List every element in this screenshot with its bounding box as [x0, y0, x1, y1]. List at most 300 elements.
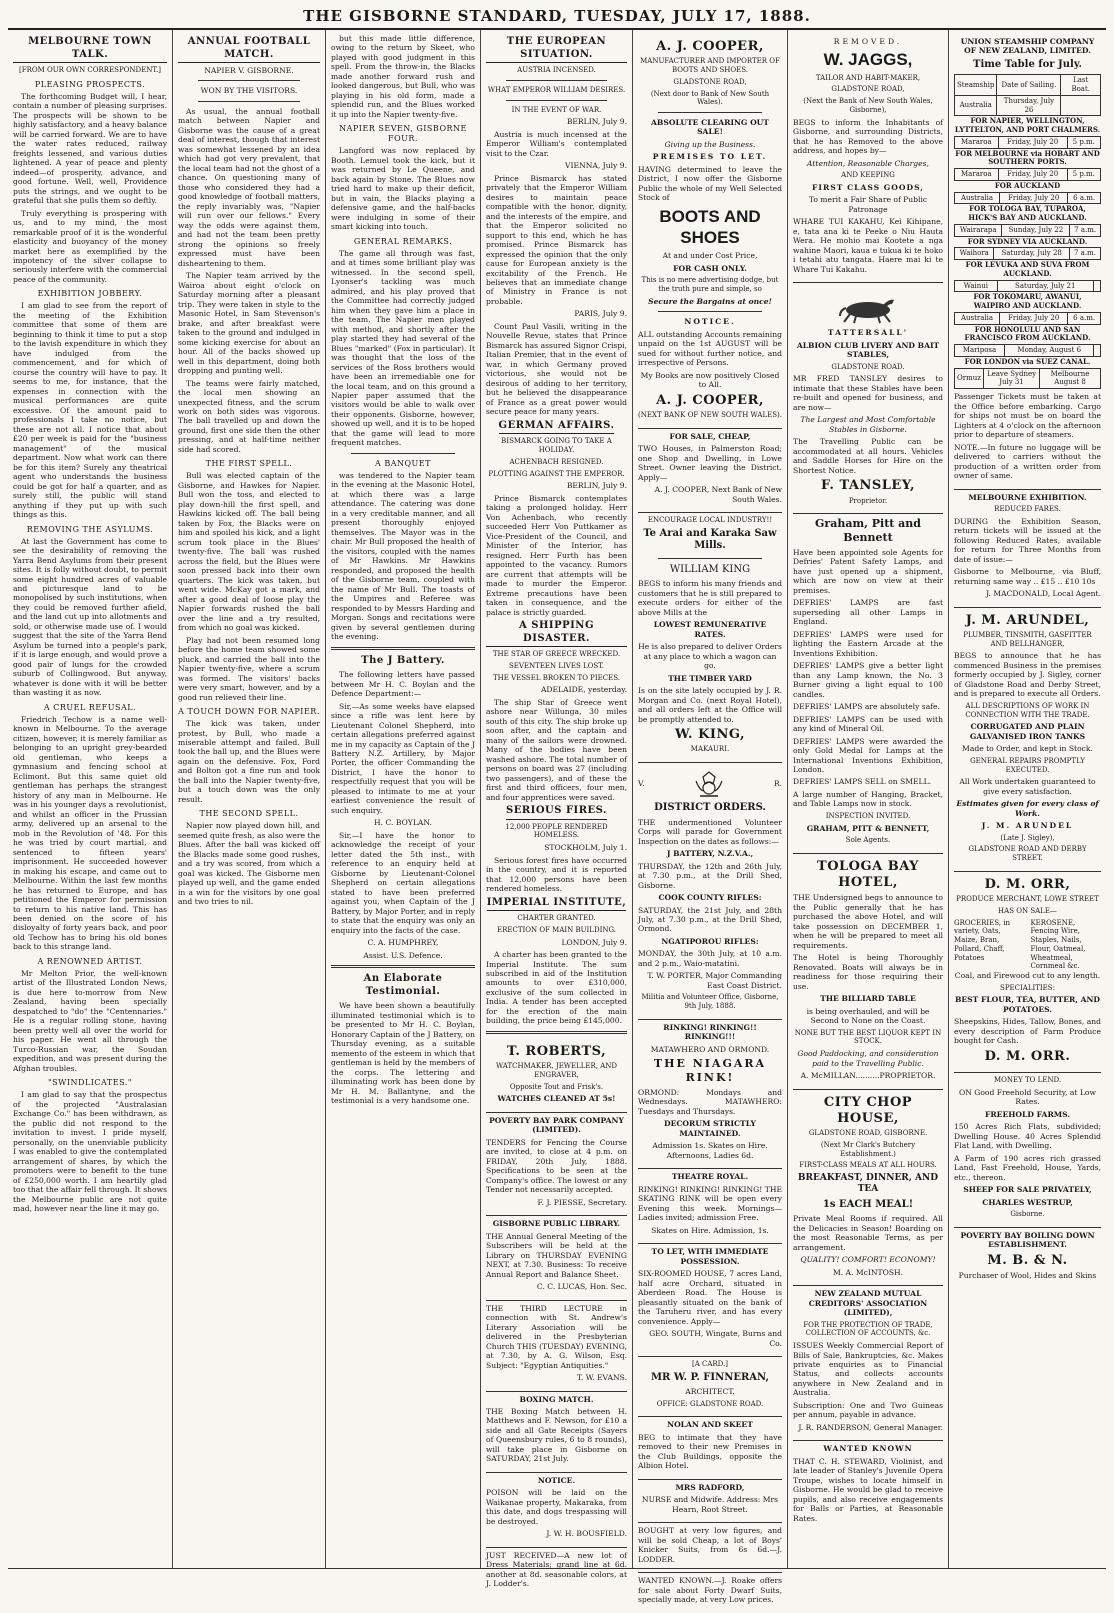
- paragraph: Austria is much incensed at the Emperor William's contemplated visit to the Czar.: [486, 129, 627, 158]
- ad-body: Subscription: One and Two Guineas per annum, payable in advance.: [793, 1400, 943, 1420]
- section-heading: A BANQUET: [375, 458, 431, 468]
- timetable-cell: Friday, July 20: [998, 169, 1067, 181]
- ad-body: SATURDAY, the 21st July, and 28th July, at 7.30 p.m., at the Drill Shed, Ormond.: [638, 905, 782, 934]
- advertisement-lecture: [486, 1301, 627, 1392]
- timetable-destination: FOR TOKOMARU, AWANUI, WAIPIRO AND AUCKLAND.: [973, 292, 1082, 311]
- column-football-match: [173, 30, 326, 1568]
- article-title: The J Battery.: [361, 654, 445, 666]
- timetable-cell: Last Boat.: [1061, 75, 1101, 96]
- advertiser-trade: PRODUCE MERCHANT, LOWE STREET: [956, 895, 1099, 904]
- dateline: BERLIN, July 9.: [566, 481, 627, 491]
- ad-subhead: MATAWHERO AND ORMOND.: [650, 1044, 770, 1054]
- paragraph: Prince Bismarck contemplates taking a prolonged holiday. Herr Von Achenbach, who recently succeeded Herr Von Puttkamer as Vice-President of the Council, and Minister of the Interior, has resigned. Herr Furth has been appointed to the vacancy. Rumors are current that attempts will be made to murder the Emperor. Extreme precautions have been taken in consequence, and the palace is strictly guarded.: [486, 493, 627, 617]
- advertiser-name: D. M. ORR,: [984, 876, 1071, 892]
- advertiser-name: Graham, Pitt and Bennett: [815, 517, 921, 545]
- signature: C. A. HUMPHREY,: [367, 938, 439, 948]
- ad-title: NOTICE.: [684, 317, 736, 327]
- timetable: [954, 74, 1101, 116]
- ad-body: Skates on Hire. Admission, 1s.: [651, 1225, 769, 1235]
- divider: [198, 101, 300, 102]
- timetable-cell: Melbourne August 8: [1040, 368, 1101, 389]
- ad-body: ORMOND: Mondays and Wednesdays. MATAWHERO: Tuesdays and Thursdays.: [638, 1087, 782, 1116]
- ad-signature: F. J. PIESSE, Secretary.: [537, 1197, 627, 1207]
- paragraph: I am glad to see from the report of the meeting of the Exhibition committee that some of them are beginning to think it time to put a stop to the lavish expenditure in which they have indulged from the commencement, and for which of course the country will have to pay. It seems to me, for instance, that the expenses in connection with the musical performances are quite excessive. Of the amount paid to professionals I take no notice, but these are not all. I notice that about £20 per week is paid for the "business management" of the musical department. Now what work can there be for this item? Surely any theatrical agent who understands the business could be got for half a quarter, and as surely still, the public will stand anything if they put up with such things as this.: [13, 301, 167, 520]
- ad-body: To merit a Fair Share of Public Patronage: [808, 195, 928, 214]
- paragraph: As usual, the annual football match between Napier and Gisborne was the cause of a great deal of interest, though that interest was somewhat lessened by an idea which had got very prevalent, that the local team had not the ghost of a chance. On questioning many of those who considered they had a good knowledge of football matters, the reply invariably was, "Napier will run over our fellows." Every way the odds were against them, and had not the team been pretty strong the opinions so freely expressed must have been disheartening to them.: [178, 106, 320, 268]
- ad-subhead: J BATTERY, N.Z.V.A.,: [666, 849, 754, 859]
- dateline: ADELAIDE, yesterday.: [540, 685, 627, 695]
- ad-headline: ENCOURAGE LOCAL INDUSTRY!!: [647, 516, 773, 525]
- ad-title: DISTRICT ORDERS.: [654, 802, 766, 814]
- ad-body: BEGS to inform his many friends and customers that he is still prepared to execute orders for either of the above Mills at the: [638, 579, 782, 617]
- paragraph: Serious forest fires have occurred in the country, and it is reported that 12,000 persons have been rendered homeless.: [486, 855, 627, 894]
- ad-subhead: HAS ON SALE—: [998, 906, 1057, 915]
- advertiser-name: POVERTY BAY BOILING DOWN ESTABLISHMENT.: [960, 1230, 1095, 1250]
- timetable-cell: 7 a.m.: [1070, 224, 1101, 236]
- timetable-cell: Australia: [955, 95, 997, 116]
- columns: [8, 30, 1106, 1605]
- advertiser-name: F. TANSLEY,: [821, 478, 915, 494]
- advertisement-city-chop-house: [793, 1090, 943, 1286]
- ad-headline: Secure the Bargains at once!: [648, 296, 772, 306]
- paragraph: The forthcoming Budget will, I hear, contain a number of pleasing surprises. The prospects will be shown to be highly satisfactory, and a heavy balance will be carried forward. We are to have the water rates reduced, railway freights lessened, and various duties lightened. A year of peace and plenty indeed—of prosperity, advance, and good fortune. Well, well, Providence puts the strings, and we ought to be grateful that she pulls them so deftly.: [13, 91, 167, 206]
- timetable-destination: FOR MELBOURNE via HOBART AND SOUTHERN PORTS.: [955, 148, 1100, 167]
- section-heading: NAPIER SEVEN, GISBORNE FOUR.: [339, 124, 467, 144]
- advertiser-address: GLADSTONE ROAD.: [831, 362, 905, 371]
- section-heading: "SWINDLICATES.": [48, 1078, 132, 1088]
- advertiser-address: Opposite Tout and Frisk's.: [509, 1082, 604, 1091]
- ad-headline: WATCHES CLEANED AT 5s!: [497, 1094, 616, 1104]
- timetable: [954, 224, 1101, 237]
- ad-body: Private Meal Rooms if required. All the Delicacies in Season! Boarding on the most Reasonable Terms, as per arrangement.: [793, 1214, 943, 1252]
- article-title: THE EUROPEAN SITUATION.: [486, 36, 627, 63]
- advertiser-note: (Next Mr Clark's Butchery Establishment.): [820, 1140, 916, 1158]
- ad-body: At and under Cost Price,: [662, 251, 758, 261]
- paragraph: Truly everything is prospering with us, and to my mind, the most remarkable proof of it is the wonderful elasticity and buoyancy of the money market here as exemplified by the impotency of the silver collapse to seriously interfere with the commercial peace of the community.: [13, 208, 167, 284]
- ad-title: RINKING! RINKING!! RINKING!!!: [663, 1022, 757, 1042]
- horse-emblem-icon: [838, 290, 898, 324]
- advertisement-dress-materials: [486, 1548, 627, 1597]
- paragraph: was tendered to the Napier team in the evening at the Masonic Hotel, at which there was a large attendance. The catering was done in a very creditable manner, and all present thoroughly enjoyed themselves. The Mayor was in the chair. Mr Bull proposed the health of the visitors, coupled with the names of Mr Hawkins. Mr Hawkins responded, and proposed the health of the Gisborne team, coupled with the name of Mr Bull. The toasts of the Umpires and Referee was responded to by Messrs Harding and Morgan. Songs and recitations were given by several gentlemen during the evening.: [331, 470, 475, 642]
- article-title: SERIOUS FIRES.: [486, 805, 627, 820]
- ad-headline: 1s EACH MEAL!: [822, 1198, 914, 1210]
- timetable-cell: 6 a.m.: [1068, 192, 1101, 204]
- ad-headline: FREEHOLD FARMS.: [984, 1109, 1071, 1119]
- paragraph: The Napier team arrived by the Wairoa about eight o'clock on Saturday morning after a pleasant trip. They were taken in style to the Masonic Hotel, in Sam Stevenson's brake, and after breakfast were taken to the ground and indulged in some kicking exercise for about an hour. All of the backs showed up well in this department, doing both dropping and punting well.: [178, 271, 320, 376]
- timetable: [954, 312, 1101, 325]
- timetable-row: [955, 95, 1101, 116]
- ad-body: My Books are now positively Closed to All.: [640, 370, 780, 390]
- ad-body: BOUGHT at very low figures, and will be sold Cheap, a lot of Boys' Knicker Suits, from 6s 6d.—J. LODDER.: [638, 1526, 782, 1564]
- section-heading: GENERAL REMARKS.: [353, 236, 453, 246]
- ad-signature: GEO. SOUTH, Wingate, Burns and Co.: [649, 1329, 782, 1348]
- advertiser-note: (Next the Bank of New South Wales, Gisborne),: [803, 97, 933, 114]
- advertisement-steward: [793, 1441, 943, 1531]
- ad-body: NURSE and Midwife. Address: Mrs Hearn, Root Street.: [641, 1495, 779, 1514]
- timetable-cell: Leave Sydney July 31: [983, 368, 1039, 389]
- paragraph: The kick was taken, under protest, by Bull, who made a miserable attempt and failed. Bull took the ball up, and the Blues were again on the defensive. Fox, Ford and Bolton got a fine run and took the ball into the Napier twenty-five, but a touch down was the only result.: [178, 719, 320, 804]
- ad-body: All Work undertaken guaranteed to give every satisfaction.: [959, 777, 1096, 796]
- ad-headline: THE TIMBER YARD: [668, 673, 752, 683]
- advertisement-roake: [638, 1573, 782, 1612]
- timetable-row: [955, 136, 1101, 148]
- paragraph: Mr Melton Prior, the well-known artist of the Illustrated London News, is due here to-morrow from New Zealand, having been specially despatched to "do" the "Centennaries." He is a regular rolling stone, having been pretty well all over the world for his paper. He went all through the Turco-Russian war, the Soudan expedition, and was present during the Afghan troubles.: [13, 968, 167, 1073]
- advertiser-trade: ARCHITECT,: [685, 1387, 735, 1397]
- article-subtitle: IN THE EVENT OF WAR.: [511, 105, 602, 114]
- paragraph: Bull was elected captain of the Gisborne, and Hawkes for Napier. Bull won the toss, and elected to play down-hill the first spell, and Hawkins kicked off. The ball being taken by Fox, the Blacks were on him and spoiled his kick, and a light scrum took place in the Blues' twenty-five. The ball was rushed across the field, but the Blues were soon pressed back into their own quarters. The kick was taken, but went wide. McKay got a mark, and after a good deal of loose play the Napier forwards rushed the ball over the line and a try resulted, from which no goal was kicked.: [178, 471, 320, 633]
- timetable: [954, 192, 1101, 205]
- advertiser-trade: MANUFACTURER AND IMPORTER OF BOOTS AND SHOES.: [640, 57, 780, 74]
- ad-headline: PREMISES TO LET.: [652, 152, 768, 162]
- article-subtitle: 12,000 PEOPLE RENDERED HOMELESS.: [505, 822, 608, 840]
- ad-title: TO LET, WITH IMMEDIATE POSSESSION.: [651, 1247, 769, 1266]
- advertiser-name: CHARLES WESTRUP,: [982, 1197, 1073, 1207]
- ad-headline: BEST FLOUR, TEA, BUTTER, AND POTATOES.: [954, 995, 1101, 1014]
- goods-list-right: KEROSENE, Fencing Wire, Staples, Nails, Flour, Oatmeal, Wheatmeal, Cornmeal &c.: [1030, 918, 1086, 971]
- ad-headline: ALL DESCRIPTIONS OF WORK IN CONNECTION WITH THE TRADE.: [965, 701, 1090, 719]
- article-subtitle: NAPIER V. GISBORNE.: [204, 66, 294, 75]
- advertiser-name: D. M. ORR.: [984, 1048, 1071, 1064]
- advertisement-library: [486, 1216, 627, 1300]
- article-subtitle: WHAT EMPEROR WILLIAM DESIRES.: [487, 85, 626, 94]
- ad-headline: ABSOLUTE CLEARING OUT SALE!: [651, 118, 769, 137]
- advertiser-trade: FOR THE PROTECTION OF TRADE, COLLECTION OF ACCOUNTS, &c.: [803, 1320, 933, 1338]
- ad-body: THAT C. H. STEWARD, Violinist, and late leader of Stanley's Juvenile Opera Troupe, wishes to locate himself in Gisborne. He would be glad to receive pupils, and also receive engagements for Balls or Parties, at Reasonable Rates.: [793, 1456, 943, 1523]
- column-advertisements-b: [788, 30, 949, 1568]
- timetable-row: [955, 368, 1101, 389]
- ad-signature: T. W. PORTER, Major Commanding East Coast District.: [647, 971, 782, 990]
- ad-headline: GENERAL REPAIRS PROMPTLY EXECUTED.: [970, 756, 1085, 774]
- ad-body: The Hotel is being Thoroughly Renovated. Boats will always be in readiness for those requiring their use.: [793, 953, 943, 991]
- timetable-destination: FOR LEVUKA AND SUVA FROM AUCKLAND.: [965, 260, 1090, 278]
- advertiser-name: J. M. ARUNDEL,: [965, 612, 1090, 628]
- timetable-cell: Wainui: [955, 280, 998, 292]
- signature: H. C. BOYLAN.: [374, 818, 432, 828]
- dateline: VIENNA, July 9.: [565, 161, 627, 171]
- timetable-cell: Friday, July 20: [1000, 312, 1068, 324]
- advertiser-name: ALBION CLUB LIVERY AND BAIT STABLES,: [796, 340, 940, 360]
- timetable-cell: [1094, 345, 1101, 357]
- crest-letter-v: V.: [638, 779, 645, 789]
- ad-headline: REMOVED.: [833, 37, 903, 46]
- advertisement-defries-lamps: [793, 514, 943, 854]
- ad-body: MONDAY, the 30th July, at 10 a.m. and 2 p.m., Waio-matatini.: [638, 949, 782, 968]
- ad-body: RINKING! RINKING! RINKING! THE SKATING RINK will be open every Evening this week. Mornings—Ladies invited; admission Free.: [638, 1184, 782, 1223]
- advertisement-westrup: [954, 1073, 1101, 1228]
- ad-subhead: NGATIPOROU RIFLES:: [661, 936, 759, 946]
- ad-body: Admission 1s. Skates on Hire. Afternoons, Ladies 6d.: [652, 1141, 768, 1160]
- advertiser-name: CITY CHOP HOUSE,: [823, 1094, 913, 1126]
- dateline: LONDON, July 9.: [561, 937, 627, 947]
- timetable: [954, 247, 1101, 260]
- timetable-destination: FOR TOLOGA BAY, TUPAROA, HICK'S BAY AND AUCKLAND.: [968, 204, 1087, 223]
- ad-body: He is also prepared to deliver Orders at any place to which a wagon can go.: [638, 642, 782, 671]
- ad-signature: J. R. RANDERSON, General Manager.: [798, 1422, 943, 1432]
- ad-body: BEGS to inform the Inhabitants of Gisborne, and surrounding Districts, that he has Removed to the above address, and hopes by—: [793, 117, 943, 156]
- ad-signature: J. MACDONALD, Local Agent.: [986, 589, 1101, 599]
- advertisement-melbourne-exhibition: [954, 490, 1101, 608]
- divider: [486, 1031, 627, 1034]
- ad-body: WANTED KNOWN.—J. Roake offers for sale about Forty Dwarf Suits, specially made, at very Low prices.: [638, 1576, 782, 1605]
- advertiser-name: W. JAGGS,: [823, 50, 913, 70]
- ad-label: [A CARD.]: [691, 1359, 728, 1368]
- dateline: BERLIN, July 9.: [566, 117, 627, 127]
- ad-subhead: REDUCED FARES.: [994, 505, 1061, 514]
- advertiser-note: (Late J. Sigley),: [1000, 833, 1055, 842]
- ad-body: BEG to intimate that they have removed to their new Premises in the Club Buildings, opposite the Albion Hotel.: [638, 1432, 782, 1471]
- section-heading: A CRUEL REFUSAL.: [43, 702, 137, 712]
- timetable: [954, 136, 1101, 149]
- advertisement-poison-notice: [486, 1473, 627, 1548]
- paragraph: Sir,—I have the honor to acknowledge the receipt of your letter dated the 5th inst., with reference to an enquiry held at Gisborne by Lieutenant-Colonel Shepherd on certain allegations stated to have been preferred against you, when Captain of the J Battery, by Major Porter, and in reply to state that the enquiry was only an enquiry into the facts of the case.: [331, 830, 475, 935]
- ad-headline: FIRST-CLASS MEALS AT ALL HOURS.: [799, 1161, 937, 1170]
- paragraph: We have been shown a beautifully illuminated testimonial which is to be presented to Mr H. C. Boylan, Honorary Captain of the J Battery, on Thursday evening, as a suitable memento of the esteem in which that gentleman is held by the members of the corps. The lettering and illuminating work has been done by Mr H. M. Ballantyne, and the testimonial is a very handsome one.: [331, 1001, 475, 1105]
- ad-body: Made to Order, and kept in Stock.: [962, 744, 1093, 754]
- ad-body: Gisborne to Melbourne, via Bluff, returning same way .. £15 .. £10 10s: [954, 567, 1101, 586]
- article-title: GERMAN AFFAIRS.: [486, 420, 627, 435]
- advertisement-theatre-royal: [638, 1169, 782, 1244]
- article-title: A SHIPPING DISASTER.: [486, 620, 627, 647]
- article-subtitle: THE VESSEL BROKEN TO PIECES.: [492, 673, 621, 682]
- ad-body: AND KEEPING: [841, 171, 895, 180]
- advertiser-address: OFFICE: GLADSTONE ROAD.: [656, 1399, 764, 1408]
- advertiser-address: MAKAURI.: [690, 745, 730, 754]
- advertisement-district-orders: [638, 763, 782, 1020]
- advertisement-cooper: [638, 34, 782, 429]
- timetable-cell: Mariposa: [955, 345, 1005, 357]
- paragraph: The ship Star of Greece went ashore near Willunga, 30 miles south of this city. The ship broke up soon after, and the captain and many of the sailors were drowned. Many of the bodies have been washed ashore. The total number of persons on board was 27 (including two passengers), and of these the first and third officers, four men, and four apprentices were saved.: [486, 697, 627, 802]
- advertisement-albion-stables: [793, 283, 943, 514]
- byline: [FROM OUR OWN CORRESPONDENT.]: [19, 66, 161, 74]
- advertisement-park-company: [486, 1113, 627, 1216]
- ad-signature: M. A. McINTOSH.: [832, 1267, 904, 1277]
- ad-body: INSPECTION INVITED.: [825, 811, 911, 820]
- ad-body: Good Paddocking, and consideration paid to the Travelling Public.: [797, 1049, 939, 1068]
- section-heading: THE SECOND SPELL.: [199, 809, 299, 819]
- timetable: [954, 368, 1101, 390]
- divider: [331, 965, 475, 968]
- timetable-row: [955, 224, 1101, 236]
- ad-title: GISBORNE PUBLIC LIBRARY.: [492, 1219, 621, 1229]
- lamp-claim: DEFRIES' LAMPS are absolutely safe.: [793, 702, 940, 712]
- advertiser-name: T. ROBERTS,: [506, 1043, 607, 1059]
- paragraph: Count Paul Vasili, writing in the Nouvelle Revue, states that Prince Bismarck has assured Signor Crispi, Italian Premier, that in the event of war, in which Germany proved victorious, she would not be desirous of adding to her territory, but he believed the disappearance of France as a great power would secure peace for many years.: [486, 321, 627, 417]
- advertiser-note: (NEXT BANK OF NEW SOUTH WALES).: [638, 410, 782, 419]
- timetable-row: [955, 345, 1101, 357]
- advertisement-roberts: [486, 1039, 627, 1113]
- paragraph: The teams were fairly matched, the local men showing an unexpected fitness, and the scrum work on both sides was vigorous. The ball travelled up and down the ground, first one side then the other pressing, and at half-time neither side had scored.: [178, 378, 320, 454]
- lamp-claim: DEFRIES' LAMPS are fast superseding all other Lamps in England.: [793, 598, 943, 627]
- ad-subhead: SPECIALITIES:: [1000, 983, 1055, 992]
- timetable-cell: Date of Sailing.: [997, 75, 1061, 96]
- advertisement-arundel: [954, 608, 1101, 872]
- article-subtitle: CHARTER GRANTED.: [517, 914, 596, 923]
- ad-body: THE undermentioned Volunteer Corps will parade for Government Inspection on the dates as follows:—: [638, 817, 782, 846]
- ad-body: ON Good Freehold Security, at Low Rates.: [959, 1087, 1096, 1107]
- advertisement-boiling-down: [954, 1228, 1101, 1289]
- timetable-cell: 6 a.m.: [1068, 312, 1101, 324]
- timetable-title: Time Table for July.: [973, 58, 1082, 70]
- paragraph: A charter has been granted to the Imperial Institute. The sum subscribed in aid of the Institution amounts to over £310,000, exclusive of the sum collected in India. A tender has been accepted for the erection of the main building, the price being £145,000.: [486, 950, 627, 1026]
- advertisement-union-steamship: [954, 34, 1101, 490]
- timetable-cell: Friday, July 20: [1000, 192, 1068, 204]
- paragraph: but this made little difference, owing to the return by Skeet, who played with good judgment in this spell. From the throw-in, the Blacks made another forward rush and looked dangerous, but Bull, who was playing in his old form, made a splendid run, and the Blues worked it up into the Napier twenty-five.: [331, 34, 475, 119]
- advertiser-name: UNION STEAMSHIP COMPANY OF NEW ZEALAND, LIMITED.: [960, 37, 1095, 56]
- ad-title: MELBOURNE EXHIBITION.: [968, 492, 1087, 502]
- ad-body: NOTE.—In future no luggage will be delivered to carriers without the production of a written order from owner of same.: [954, 442, 1101, 481]
- ad-headline: FOR CASH ONLY.: [673, 263, 747, 273]
- goods-list-left: GROCERIES, in variety, Oats, Maize, Bran, Pollard, Chaff, Potatoes: [954, 918, 1010, 962]
- section-heading: A TOUCH DOWN FOR NAPIER.: [178, 707, 320, 717]
- ad-headline: BREAKFAST, DINNER, AND TEA: [797, 1173, 939, 1195]
- ad-title: WANTED KNOWN: [823, 1444, 913, 1454]
- advertiser-note: Sole Agents.: [845, 836, 891, 845]
- lamp-claim: DEFRIES' LAMPS give a better light than any Lamp known, the No. 3 Burner giving a light equal to 100 candles.: [793, 661, 943, 699]
- article-subtitle: AUSTRIA INCENSED.: [517, 66, 596, 74]
- timetable-cell: Mararoa: [955, 169, 999, 181]
- timetable: [954, 168, 1101, 181]
- advertiser-address: GLADSTONE ROAD,: [673, 77, 747, 86]
- divider: [658, 112, 762, 113]
- timetable-destination: FOR NAPIER, WELLINGTON, LYTTELTON, AND PORT CHALMERS.: [954, 116, 1101, 135]
- paragraph: At last the Government has come to see the desirability of removing the Yarra Bend Asylums from their present sites. It is folly without doubt, to permit some eight hundred acres of valuable and picturesque land to be monopolised by such institutions, when they could be removed further afield, and the land cut up into allotments and sold, or otherwise made use of. I would suggest that the site of the Yarra Bend Asylum be turned into a people's park, if it is large enough, and would prove a good pair of lungs for the crowded suburb of Collingwood. But anyway, whatever is done with it will be better than wasting it as now.: [13, 536, 167, 698]
- timetable: [954, 280, 1101, 293]
- divider: [198, 80, 300, 81]
- advertisement-radford: [638, 1480, 782, 1523]
- ad-label: TATTERSALL': [827, 328, 909, 338]
- masthead: THE GISBORNE STANDARD, TUESDAY, JULY 17, 1888.: [8, 4, 1106, 30]
- paragraph: The following letters have passed between Mr H. C. Boylan and the Defence Department:—: [331, 670, 475, 699]
- advertiser-name: GRAHAM, PITT & BENNETT,: [806, 823, 930, 833]
- timetable-cell: 7 a.m.: [1069, 248, 1100, 260]
- article-subtitle: PLOTTING AGAINST THE EMPEROR.: [488, 469, 625, 478]
- ad-title: BOXING MATCH.: [519, 1394, 594, 1404]
- ad-body: A large number of Hanging, Bracket, and Table Lamps now in stock.: [793, 789, 943, 809]
- ad-body: THE Annual General Meeting of the Subscribers will be held at the Library on THURSDAY EVENING NEXT, at 7.30. Business: To receive Annual Report and Balance Sheet.: [486, 1231, 627, 1279]
- timetable-cell: [1061, 95, 1101, 116]
- ad-signature: C. C. LUCAS, Hon. Sec.: [536, 1282, 627, 1292]
- advertisement-rinking: [638, 1020, 782, 1169]
- advertiser-name: M. B. & N.: [987, 1252, 1068, 1268]
- ad-body: The Travelling Public can be accommodated at all hours. Vehicles and Saddle Horses for Hire on the Shortest Notice.: [793, 437, 943, 475]
- timetable-cell: Thursday, July 26: [997, 95, 1061, 116]
- article-subtitle: BISMARCK GOING TO TAKE A HOLIDAY.: [501, 437, 612, 455]
- ad-body: TENDERS for Fencing the Course are invited, to close at 4 p.m. on FRIDAY, 20th July, 1888. Specifications to be seen at the Company's office. The lowest or any Tender not necessarily accepted.: [486, 1137, 627, 1195]
- advertisement-tologa-bay-hotel: [793, 854, 943, 1090]
- timetable-row: [955, 169, 1101, 181]
- advertiser-name: A. J. COOPER,: [656, 39, 764, 54]
- ad-body: HAVING determined to leave the District, I now offer the Gisborne Public the whole of my Well Selected Stock of: [638, 164, 782, 203]
- advertiser-name: NOLAN AND SKEET: [667, 1420, 753, 1430]
- ad-body: Is on the site lately occupied by J. R. Morgan and Co. (next Royal Hotel), and all orders left at the Office will be promptly attended to.: [638, 686, 782, 724]
- ad-signature: J. W. H. BOUSFIELD.: [546, 1529, 627, 1539]
- dateline: PARIS, July 9.: [574, 309, 627, 319]
- advertisement-boxing: [486, 1392, 627, 1473]
- advertisement-creditors-association: [793, 1286, 943, 1441]
- advertiser-trade: TAILOR AND HABIT-MAKER,: [815, 73, 921, 82]
- signature: Assist. U.S. Defence.: [363, 950, 443, 960]
- divider: [658, 311, 762, 312]
- timetable-destination: FOR SYDNEY VIA AUCKLAND.: [967, 236, 1088, 246]
- advertisement-to-let: [638, 1244, 782, 1357]
- ad-headline: FIRST CLASS GOODS,: [812, 182, 924, 192]
- ad-subhead: COOK COUNTY RIFLES:: [658, 893, 762, 903]
- ad-body: JUST RECEIVED—A new lot of Dress Materials; grand line at 6d. another at 8d. seasonable colors, at J. Lodder's.: [486, 1550, 627, 1589]
- column-advertisements-a: [633, 30, 788, 1605]
- article-subtitle: ACHENBACH RESIGNED.: [509, 457, 604, 466]
- ad-big-headline: BOOTS AND SHOES: [659, 206, 761, 248]
- divider: [331, 647, 475, 650]
- divider: [658, 558, 762, 559]
- advertiser-name: TOLOGA BAY HOTEL,: [817, 858, 919, 891]
- advertiser-note: Proprietor.: [848, 496, 888, 505]
- ad-body: Have been appointed sole Agents for Defries' Patent Safety Lamps, and have just opened up a shipment, which are now on view at their premises.: [793, 547, 943, 595]
- article-title: MELBOURNE TOWN TALK.: [13, 36, 167, 63]
- ad-body: POISON will be laid on the Waikanae property, Makaraka, from this date, and dogs trespassing will be destroyed.: [486, 1488, 627, 1526]
- paragraph: Prince Bismarck has stated privately that the Emperor William desires to maintain peace compatible with the honor, dignity, and the interests of the empire, and that the Emperor solicited no support to this end, which he has promised. Prince Bismarck has expressed the opinion that the only cause for European anxiety is the excitability of the French. He believes that an immediate change of Ministry in France is not probable.: [486, 173, 627, 306]
- ad-headline: SHEEP FOR SALE PRIVATELY,: [963, 1185, 1092, 1195]
- ad-body: Sheepskins, Hides, Tallow, Bones, and every description of Farm Produce bought for Cash.: [954, 1017, 1102, 1046]
- ad-signature: T. W. EVANS.: [576, 1373, 627, 1383]
- ad-title: NOTICE.: [537, 1475, 576, 1485]
- divider: [506, 80, 607, 81]
- column-melbourne-town-talk: [8, 30, 173, 1568]
- advertiser-name: MRS RADFORD,: [675, 1482, 745, 1492]
- divider: [351, 453, 455, 454]
- advertiser-address: Gisborne.: [1010, 1210, 1045, 1219]
- timetable-cell: 5 p.m.: [1067, 136, 1100, 148]
- ad-headline: The Largest and Most Comfortable Stables in Gisborne.: [800, 415, 936, 434]
- timetable-cell: Saturday, July 21: [997, 280, 1093, 292]
- ad-headline: NONE BUT THE BEST LIQUOR KEPT IN STOCK.: [794, 1028, 942, 1046]
- timetable-cell: Friday, July 20: [998, 136, 1067, 148]
- paragraph: Napier now played down hill, and seemed quite fresh, as also were the Blues. After the ball was kicked off the Blacks made some good rushes, and a try was scored, from which a goal was kicked. The Gisborne men played up well, and the game ended in a win for the visitors by one goal and two tries to nil.: [178, 821, 320, 907]
- ad-body: ALL outstanding Accounts remaining unpaid on the 1st AUGUST will be sued for without further notice, and irrespective of Persons.: [638, 329, 782, 368]
- ad-headline: CORRUGATED AND PLAIN GALVANISED IRON TANKS: [969, 722, 1086, 741]
- paragraph: Langford was now replaced by Booth. Lemuel took the kick, but it was returned by Le Queene, and back again by Stone. The Blues now tried hard to make up their deficit, but in vain, the Blacks playing a defensive game, and the half-backs were indulging in some of their smart kicking into touch.: [331, 146, 475, 232]
- advertiser-note: (Next door to Bank of New South Wales).: [650, 89, 770, 107]
- royal-crest-row: [638, 766, 782, 802]
- ad-headline: Giving up the Business.: [664, 139, 756, 149]
- advertiser-trade: PLUMBER, TINSMITH, GASFITTER AND BELLHANGER,: [963, 630, 1092, 648]
- advertiser-trade: WATCHMAKER, JEWELLER, AND ENGRAVER,: [495, 1062, 618, 1079]
- ad-body: is being overhauled, and will be Second to None on the Coast.: [806, 1006, 930, 1026]
- ad-body: Passenger Tickets must be taken at the Office before embarking. Cargo for ships not must be on board the Lighters at 4 o'clock on the afternoon prior to departure of steamers.: [954, 392, 1101, 440]
- timetable-destination: FOR HONOLULU AND SAN FRANCISCO FROM AUCKLAND.: [964, 324, 1091, 343]
- ad-signature: A. McMILLAN..........PROPRIETOR.: [800, 1071, 936, 1081]
- section-heading: THE FIRST SPELL.: [205, 459, 293, 469]
- ad-body: THE Undersigned begs to announce to the Public generally that he has purchased the above Hotel, and will take possession on DECEMBER 1, when he will be prepared to meet all requirements.: [793, 893, 943, 950]
- lamp-claim: DEFRIES' LAMPS can be used with any kind of Mineral Oil.: [793, 714, 943, 734]
- timetable-cell: [1093, 280, 1100, 292]
- advertiser-address: GLADSTONE ROAD AND DERBY STREET.: [968, 845, 1087, 863]
- ad-title: Te Arai and Karaka Saw Mills.: [643, 527, 777, 552]
- timetable-row: [955, 280, 1101, 292]
- section-heading: EXHIBITION JOBBERY.: [37, 289, 143, 299]
- ad-body: Militia and Volunteer Office, Gisborne, 9th July, 1888.: [641, 993, 779, 1011]
- ad-title: FOR SALE, CHEAP,: [669, 431, 751, 441]
- section-heading: A RENOWNED ARTIST.: [37, 956, 143, 966]
- paragraph: The game all through was fast, and at times some brilliant play was witnessed. In the second spell, Lyonser's tackling was much admired, and his play proved that the Committee had correctly judged him when they gave him a place in the team. The Napier men played with method, and shortly after the play started they had several of the Blues "marked" (Fox in particular). It was thought that the loss of the services of the Ross brothers would have been an irremediable one for the local team, and on this ground a Napier paper assumed that the visitors would be able to walk over their opponents. Gisborne, however, showed up well, and it is to be hoped that the game will lead to more frequent matches.: [331, 248, 475, 448]
- article-subtitle: WON BY THE VISITORS.: [200, 86, 298, 96]
- advertiser-address: GLADSTONE ROAD, GISBORNE.: [808, 1129, 928, 1138]
- section-heading: REMOVING THE ASYLUMS.: [26, 524, 154, 534]
- timetable-cell: Waihora: [955, 248, 994, 260]
- dateline: STOCKHOLM, July 1.: [544, 843, 627, 853]
- ad-title: THEATRE ROYAL.: [671, 1172, 749, 1182]
- ad-headline: THE BILLIARD TABLE: [820, 994, 916, 1004]
- timetable-cell: 5 p.m.: [1067, 169, 1100, 181]
